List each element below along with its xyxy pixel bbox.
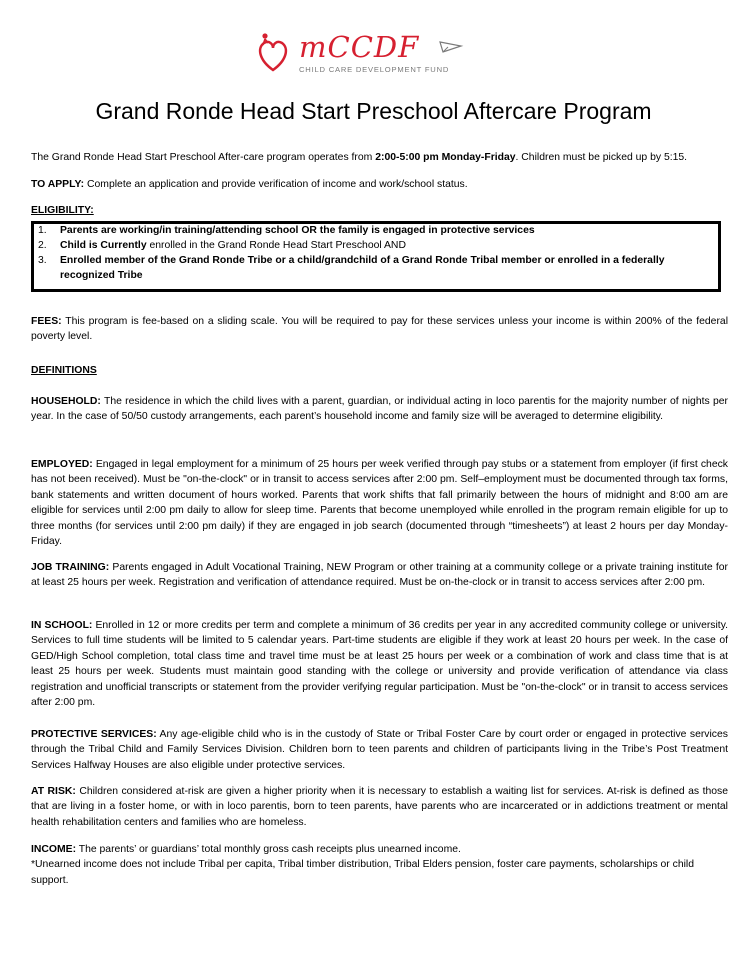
eligibility-item-text [60,239,700,254]
definition-text: Children considered at-risk are given a higher priority when it is necessary to establish a waiting list for services. At-risk is defined as those that are living in a foster home, or with in loco parentis, born to teen parents, have parents who are incarcerated or in addictions treatment or mental health rehabilitation centers and families who are homeless. [31,786,728,828]
eligibility-item-number: 2. [38,240,47,251]
definition-label: EMPLOYED: [31,459,93,470]
to-apply-label: TO APPLY: [31,179,85,190]
definition-label: JOB TRAINING: [31,562,110,573]
ccdf-logo [255,30,470,80]
definition-text: Parents engaged in Adult Vocational Training, NEW Program or other training at a community college or a private training institute for at least 25 hours per week. Registration and verification of attendance required. Must be on-the-clock or in transit to access services after 2:00 pm. [31,562,728,589]
eligibility-box [31,221,721,292]
intro-text-before: The Grand Ronde Head Start Preschool After-care program operates from [31,152,376,163]
logo-subtitle: CHILD CARE DEVELOPMENT FUND [299,65,450,74]
eligibility-item-rest: enrolled in the Grand Ronde Head Start Preschool AND [146,240,406,251]
definition-label: PROTECTIVE SERVICES: [31,729,157,740]
eligibility-heading-text: ELIGIBILITY: [31,205,94,216]
definition-text: Engaged in legal employment for a minimum of 25 hours per week verified through pay stubs or a statement from employer (if first check has not been received). Must be "on-the-clock" or in transit to access services after 2:00 pm. Self–employment must be documented through tax forms, bank statements and written document of hours worked. Parents that work shifts that fall primarily between the hours of midnight and 8:00 am are eligible for services until 2:00 pm daily to allow for sleep time. Parents that become unemployed while enrolled in the program remain eligible for up to three months (for services until 2:00 pm daily) if they are engaged in job search (documented through “timesheets”) at least 2 hours per day Monday-Friday. [31,459,728,548]
definition-at-risk [31,784,728,830]
definition-in-school [31,618,728,710]
definition-protective-services [31,727,728,773]
definition-text: The residence in which the child lives with a parent, guardian, or individual acting in loco parentis for the majority number of nights per year. In the case of 50/50 custody arrangements, each parent’s household income and family size will be averaged to determine eligibility. [31,396,728,423]
eligibility-item-text [60,224,700,239]
fees-text: This program is fee-based on a sliding scale. You will be required to pay for these services unless your income is within 200% of the federal poverty level. [31,316,728,343]
logo-wordmark: mCCDF [299,30,420,64]
definition-job-training [31,560,728,591]
fees-paragraph [31,314,728,345]
definitions-heading-text: DEFINITIONS [31,365,97,376]
eligibility-item-bold: Child is Currently [60,240,147,251]
definition-income [31,842,728,888]
page-title: Grand Ronde Head Start Preschool Aftercare Program [95,98,652,124]
definition-label: INCOME: [31,844,77,855]
definition-text: Any age-eligible child who is in the custody of State or Tribal Foster Care by court order or engaged in protective services through the Tribal Child and Family Services Division. Children born to teen parents and children of participants living in the Tribe’s Post Treatment Services Halfway Houses are also eligible under protective services. [31,729,728,771]
eligibility-item-number: 1. [38,225,47,236]
to-apply-paragraph [31,177,728,192]
intro-text-after: . Children must be picked up by 5:15. [515,152,688,163]
definitions-heading [31,363,728,378]
eligibility-item-bold: Parents are working/in training/attending school OR the family is engaged in protective services [60,225,535,236]
eligibility-item-number: 3. [38,255,47,266]
definition-label: HOUSEHOLD: [31,396,101,407]
to-apply-text: Complete an application and provide verification of income and work/school status. [84,179,468,190]
definition-text: Enrolled in 12 or more credits per term and complete a minimum of 36 credits per year in any accredited community college or university. Services to full time students will be limited to 5 calendar years. Part-time students are eligible if they work at least 20 hours per week. In the case of GED/High School completion, total class time and travel time must be at least 25 hours per week or a combination of work and class time that is at least 25 hours per week. Students must maintain good standing with the college or university and provide verification of attendance via class registration and unofficial transcripts or statement from the provider verifying regular participation. Must be "on-the-clock" or in transit to access services after 2:00 pm. [31,620,729,709]
definition-household [31,394,728,425]
eligibility-item-text [60,254,700,283]
definition-text: The parents’ or guardians’ total monthly gross cash receipts plus unearned income. [76,844,461,855]
intro-paragraph [31,150,728,165]
eligibility-item-bold: Enrolled member of the Grand Ronde Tribe or a child/grandchild of a Grand Ronde Tribal member or enrolled in a federally recognized Tribe [60,255,665,281]
fees-label: FEES: [31,316,62,327]
definition-label: IN SCHOOL: [31,620,93,631]
definition-label: AT RISK: [31,786,76,797]
definition-employed [31,457,728,549]
intro-hours: 2:00-5:00 pm Monday-Friday [375,152,516,163]
income-note: *Unearned income does not include Tribal per capita, Tribal timber distribution, Tribal Elders pension, foster care payments, scholarships or child support. [31,859,695,886]
eligibility-heading [31,203,728,218]
